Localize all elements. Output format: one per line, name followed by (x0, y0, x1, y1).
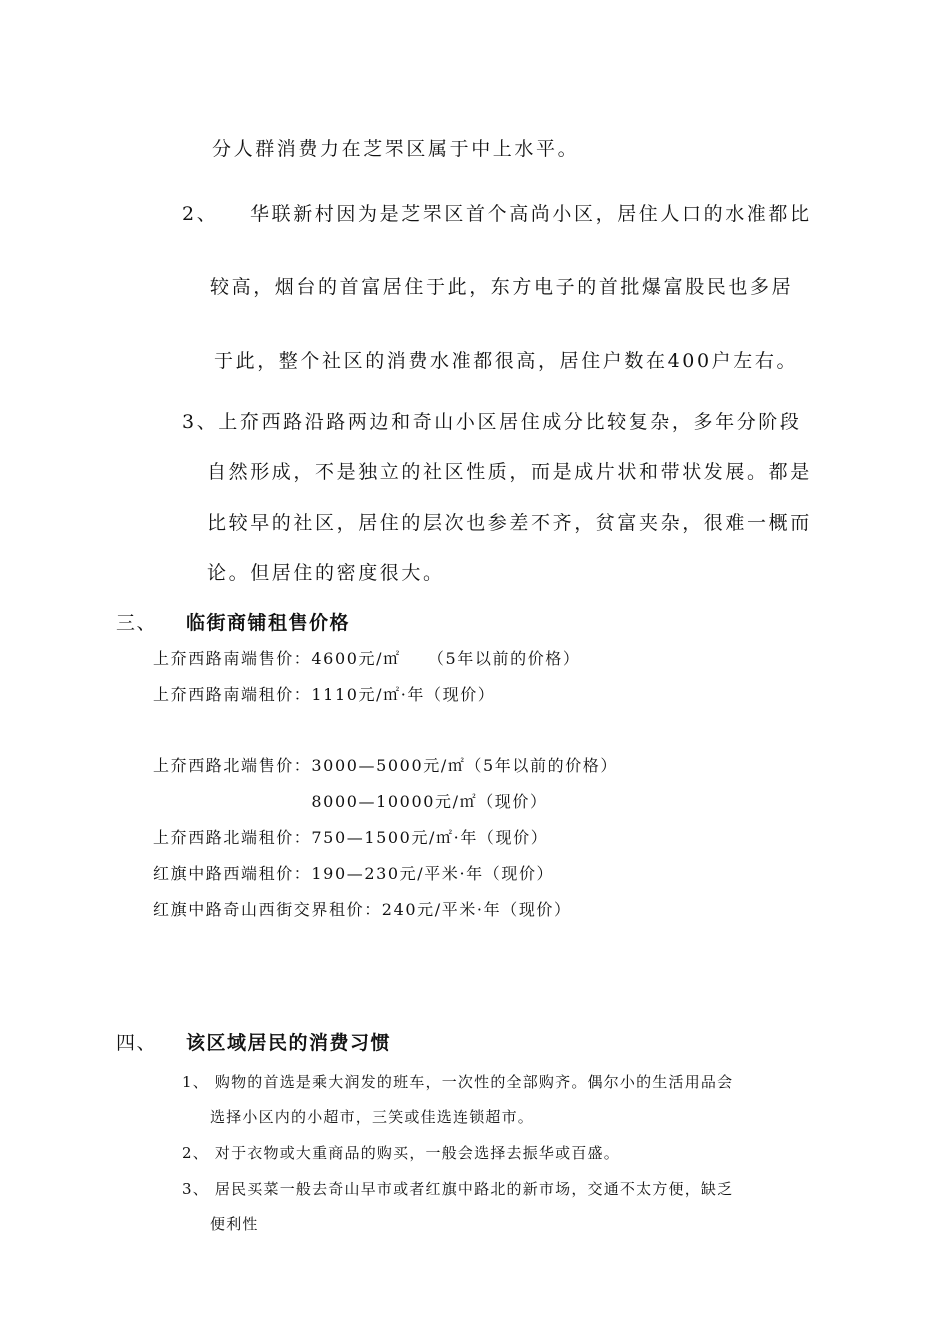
section-number: 四、 (116, 1032, 158, 1054)
list-item: 1、 购物的首选是乘大润发的班车，一次性的全部购齐。偶尔小的生活用品会 (182, 1073, 734, 1091)
section-title: 临街商铺租售价格 (186, 612, 351, 634)
price-line: 红旗中路奇山西街交界租价：240元/平米·年（现价） (153, 900, 572, 919)
list-item: 3、 居民买菜一般去奇山早市或者红旗中路北的新市场，交通不太方便，缺乏 (182, 1180, 734, 1198)
price-line: 上夼西路北端售价：3000—5000元/㎡（5年以前的价格） (153, 756, 619, 775)
paragraph-line: 较高，烟台的首富居住于此，东方电子的首批爆富股民也多居 (210, 276, 794, 298)
section-number: 三、 (116, 612, 158, 634)
paragraph-line: 比较早的社区，居住的层次也参差不齐，贫富夹杂，很难一概而 (207, 512, 812, 534)
section-title: 该区域居民的消费习惯 (186, 1032, 392, 1054)
list-item-continuation: 便利性 (210, 1215, 259, 1233)
price-line: 上夼西路南端租价：1110元/㎡·年（现价） (153, 685, 496, 704)
list-item-number: 2、 (182, 203, 219, 225)
section-heading (116, 608, 350, 635)
paragraph-line: 分人群消费力在芝罘区属于中上水平。 (212, 138, 580, 160)
paragraph-line: 于此，整个社区的消费水准都很高，居住户数在400户左右。 (214, 350, 799, 372)
price-line: 8000—10000元/㎡（现价） (153, 792, 548, 811)
price-line: 红旗中路西端租价：190—230元/平米·年（现价） (153, 864, 555, 883)
paragraph-line: 华联新村因为是芝罘区首个高尚小区，居住人口的水准都比 (250, 203, 812, 225)
paragraph-line: 自然形成，不是独立的社区性质，而是成片状和带状发展。都是 (207, 461, 812, 483)
list-item-continuation: 选择小区内的小超市，三笑或佳选连锁超市。 (210, 1108, 535, 1126)
paragraph-line: 论。但居住的密度很大。 (207, 562, 445, 584)
section-heading (116, 1028, 391, 1055)
paragraph-line: 3、上夼西路沿路两边和奇山小区居住成分比较复杂，多年分阶段 (182, 411, 802, 433)
price-line: 上夼西路北端租价：750—1500元/㎡·年（现价） (153, 828, 549, 847)
list-item: 2、 对于衣物或大重商品的购买，一般会选择去振华或百盛。 (182, 1144, 620, 1162)
price-line: 上夼西路南端售价：4600元/㎡ （5年以前的价格） (153, 649, 581, 668)
